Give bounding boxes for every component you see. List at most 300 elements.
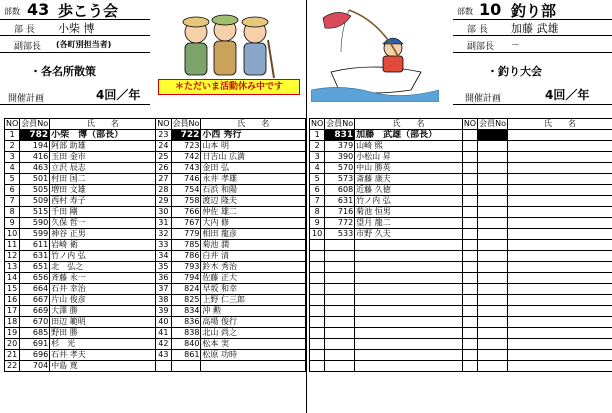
- member-no: [462, 240, 477, 251]
- member-no: 2: [310, 141, 325, 152]
- member-name: 鈴木 秀治: [201, 262, 306, 273]
- member-no: [462, 196, 477, 207]
- member-name: [355, 306, 463, 317]
- member-name: 斎藤 康夫: [355, 174, 463, 185]
- member-id: 831: [325, 130, 355, 141]
- table-row: [5, 141, 306, 152]
- member-id: [478, 229, 508, 240]
- member-no: [310, 317, 325, 328]
- member-name: [507, 141, 612, 152]
- member-id: 716: [325, 207, 355, 218]
- member-name: 斉藤 永一: [50, 273, 156, 284]
- member-id: 608: [325, 185, 355, 196]
- member-name: [507, 152, 612, 163]
- member-name: 高場 俊行: [201, 317, 306, 328]
- table-row: [5, 350, 306, 361]
- member-name: 阿部 助雄: [50, 141, 156, 152]
- member-id: 379: [325, 141, 355, 152]
- member-name: 野田 勝: [50, 328, 156, 339]
- table-row: [310, 350, 612, 361]
- member-no: [462, 328, 477, 339]
- divider: [0, 104, 150, 105]
- member-id: [478, 251, 508, 262]
- divider: [453, 104, 612, 105]
- member-id: 779: [171, 229, 201, 240]
- member-id: 573: [325, 174, 355, 185]
- member-no: 13: [5, 262, 20, 273]
- table-row: [5, 328, 306, 339]
- member-id: [478, 284, 508, 295]
- member-name: 田辺 範明: [50, 317, 156, 328]
- member-id: 533: [325, 229, 355, 240]
- member-no: [310, 361, 325, 372]
- member-id: 746: [171, 174, 201, 185]
- member-id: [478, 130, 508, 141]
- member-no: 40: [156, 317, 171, 328]
- member-no: [462, 163, 477, 174]
- member-id: 836: [171, 317, 201, 328]
- member-name: [355, 295, 463, 306]
- member-name: [355, 262, 463, 273]
- member-id: 742: [171, 152, 201, 163]
- plan-value: 4回／年: [545, 88, 590, 102]
- member-id: [325, 295, 355, 306]
- member-id: 667: [20, 295, 50, 306]
- fishing-club-panel: [306, 0, 612, 413]
- member-id: [478, 361, 508, 372]
- member-name: 神谷 正男: [50, 229, 156, 240]
- member-name: [355, 328, 463, 339]
- table-row: [5, 295, 306, 306]
- member-no: 39: [156, 306, 171, 317]
- member-name: [507, 317, 612, 328]
- member-id: [478, 218, 508, 229]
- table-row: [5, 218, 306, 229]
- member-no: [462, 130, 477, 141]
- member-id: [478, 141, 508, 152]
- member-no: [156, 361, 171, 372]
- member-no: [462, 361, 477, 372]
- member-name: [507, 207, 612, 218]
- member-no: 11: [5, 240, 20, 251]
- member-id: 691: [20, 339, 50, 350]
- table-row: [5, 361, 306, 372]
- col-header-id: 会員No: [172, 119, 200, 128]
- table-row: [5, 185, 306, 196]
- member-name: [507, 240, 612, 251]
- member-id: [478, 306, 508, 317]
- member-id: [325, 240, 355, 251]
- deputy-label: 副部長: [467, 42, 495, 52]
- member-no: [310, 273, 325, 284]
- member-id: 793: [171, 262, 201, 273]
- member-name: [507, 251, 612, 262]
- member-no: 41: [156, 328, 171, 339]
- member-no: 4: [310, 163, 325, 174]
- activity: ・釣り大会: [487, 65, 542, 78]
- member-name: 村田 国二: [50, 174, 156, 185]
- member-name: [507, 361, 612, 372]
- member-no: [462, 251, 477, 262]
- member-name: 増田 文雄: [50, 185, 156, 196]
- col-header-id: 会員No: [326, 119, 354, 128]
- member-id: 704: [20, 361, 50, 372]
- member-id: 758: [171, 196, 201, 207]
- table-row: [310, 284, 612, 295]
- member-name: 石井 幸治: [50, 284, 156, 295]
- member-id: 861: [171, 350, 201, 361]
- activity-notice: ＊ただいま活動休み中です: [158, 79, 300, 95]
- member-id: [478, 174, 508, 185]
- member-id: [325, 361, 355, 372]
- member-id: [478, 196, 508, 207]
- member-no: 31: [156, 218, 171, 229]
- table-row: [5, 163, 306, 174]
- member-name: 早坂 和幸: [201, 284, 306, 295]
- member-id: [325, 251, 355, 262]
- member-name: 西村 寿子: [50, 196, 156, 207]
- member-name: 佐藤 正大: [201, 273, 306, 284]
- table-row: [5, 240, 306, 251]
- table-row: [5, 306, 306, 317]
- member-name: 市野 久夫: [355, 229, 463, 240]
- member-id: 696: [20, 350, 50, 361]
- member-no: 42: [156, 339, 171, 350]
- col-header-name: 氏 名: [507, 119, 612, 130]
- member-name: 杉 光: [50, 339, 156, 350]
- member-id: [478, 295, 508, 306]
- table-row: [310, 196, 612, 207]
- member-id: [478, 339, 508, 350]
- member-no: 30: [156, 207, 171, 218]
- leader-label: 部 長: [467, 25, 488, 35]
- member-id: [478, 185, 508, 196]
- table-row: [310, 240, 612, 251]
- member-id: 782: [20, 130, 50, 141]
- col-header-id: 会員No: [479, 119, 506, 128]
- member-name: 石浜 和陽: [201, 185, 306, 196]
- member-id: 656: [20, 273, 50, 284]
- table-row: [310, 218, 612, 229]
- member-id: 599: [20, 229, 50, 240]
- col-header-no: NO: [311, 119, 324, 128]
- member-name: 沖 勲: [201, 306, 306, 317]
- member-no: [310, 295, 325, 306]
- deputy-name: －: [511, 41, 521, 51]
- member-id: 631: [20, 251, 50, 262]
- member-no: 21: [5, 350, 20, 361]
- member-no: 28: [156, 185, 171, 196]
- member-id: [325, 328, 355, 339]
- member-id: 416: [20, 152, 50, 163]
- member-name: [507, 130, 612, 141]
- member-no: [310, 262, 325, 273]
- member-name: 日吉山 広満: [201, 152, 306, 163]
- divider: [0, 52, 150, 53]
- member-name: [355, 350, 463, 361]
- table-row: [5, 262, 306, 273]
- member-name: [507, 218, 612, 229]
- divider: [0, 35, 150, 36]
- member-table-right: [309, 118, 612, 372]
- member-no: 17: [5, 306, 20, 317]
- table-row: [310, 130, 612, 141]
- member-no: 27: [156, 174, 171, 185]
- member-id: [325, 317, 355, 328]
- member-name: 石井 孝夫: [50, 350, 156, 361]
- walkers-illustration: [168, 10, 282, 82]
- member-id: [478, 262, 508, 273]
- member-name: 松原 功時: [201, 350, 306, 361]
- member-no: 20: [5, 339, 20, 350]
- member-no: [462, 273, 477, 284]
- table-row: [310, 295, 612, 306]
- table-row: [5, 273, 306, 284]
- member-id: [325, 350, 355, 361]
- member-no: [310, 251, 325, 262]
- member-no: [310, 350, 325, 361]
- member-no: 12: [5, 251, 20, 262]
- member-id: 509: [20, 196, 50, 207]
- member-name: 近藤 久徳: [355, 185, 463, 196]
- member-no: 37: [156, 284, 171, 295]
- member-no: [310, 339, 325, 350]
- member-name: 山崎 熙: [355, 141, 463, 152]
- member-no: 14: [5, 273, 20, 284]
- member-no: 33: [156, 240, 171, 251]
- member-name: 菊池 潤: [201, 240, 306, 251]
- member-no: [462, 284, 477, 295]
- member-name: [355, 251, 463, 262]
- member-id: 651: [20, 262, 50, 273]
- member-no: 25: [156, 152, 171, 163]
- member-id: 390: [325, 152, 355, 163]
- member-id: [325, 273, 355, 284]
- member-no: 35: [156, 262, 171, 273]
- club-number-label: 部数: [4, 7, 20, 16]
- member-no: 6: [310, 185, 325, 196]
- member-id: [478, 317, 508, 328]
- member-no: [462, 229, 477, 240]
- member-no: [462, 295, 477, 306]
- table-row: [310, 229, 612, 240]
- member-id: [325, 262, 355, 273]
- activity: ・各名所散策: [30, 65, 96, 78]
- deputy-label: 副部長: [14, 42, 42, 52]
- member-no: 5: [310, 174, 325, 185]
- table-row: [5, 339, 306, 350]
- table-row: [310, 152, 612, 163]
- member-id: 767: [171, 218, 201, 229]
- member-no: [462, 339, 477, 350]
- member-id: [325, 339, 355, 350]
- table-row: [310, 328, 612, 339]
- member-name: 小松山 昇: [355, 152, 463, 163]
- member-name: [201, 361, 306, 372]
- table-row: [310, 185, 612, 196]
- col-header-no: NO: [157, 119, 170, 128]
- col-header-no: NO: [6, 119, 19, 128]
- member-name: 永井 孝雄: [201, 174, 306, 185]
- member-name: 山本 明: [201, 141, 306, 152]
- member-id: 570: [325, 163, 355, 174]
- member-name: [507, 262, 612, 273]
- member-no: 23: [156, 130, 171, 141]
- leader-name: 小柴 博: [58, 22, 95, 35]
- member-no: 6: [5, 185, 20, 196]
- member-no: 15: [5, 284, 20, 295]
- member-no: 9: [310, 218, 325, 229]
- member-id: 834: [171, 306, 201, 317]
- member-id: 786: [171, 251, 201, 262]
- member-id: 772: [325, 218, 355, 229]
- member-name: [355, 284, 463, 295]
- member-no: [462, 306, 477, 317]
- member-name: 久保 哲一: [50, 218, 156, 229]
- table-row: [5, 207, 306, 218]
- table-row: [310, 163, 612, 174]
- member-id: 685: [20, 328, 50, 339]
- member-id: 794: [171, 273, 201, 284]
- member-name: 大澤 勝: [50, 306, 156, 317]
- member-name: 白井 清: [201, 251, 306, 262]
- member-no: [462, 141, 477, 152]
- table-row: [5, 130, 306, 141]
- member-id: 766: [171, 207, 201, 218]
- table-row: [310, 306, 612, 317]
- member-id: 664: [20, 284, 50, 295]
- member-id: 723: [171, 141, 201, 152]
- member-name: 北 弘之: [50, 262, 156, 273]
- col-header-id: 会員No: [21, 119, 49, 128]
- member-id: 463: [20, 163, 50, 174]
- member-no: 1: [5, 130, 20, 141]
- member-name: [507, 163, 612, 174]
- member-id: [478, 152, 508, 163]
- divider: [453, 35, 612, 36]
- member-id: [325, 306, 355, 317]
- member-no: [462, 185, 477, 196]
- member-no: [462, 350, 477, 361]
- member-no: 26: [156, 163, 171, 174]
- member-id: 515: [20, 207, 50, 218]
- member-name: 菊池 恒男: [355, 207, 463, 218]
- table-row: [310, 339, 612, 350]
- member-name: 竹ノ内 弘: [355, 196, 463, 207]
- table-row: [310, 251, 612, 262]
- plan-label: 開催計画: [465, 94, 502, 104]
- member-name: [355, 361, 463, 372]
- table-row: [5, 196, 306, 207]
- table-row: [310, 207, 612, 218]
- member-id: 505: [20, 185, 50, 196]
- member-no: 29: [156, 196, 171, 207]
- member-no: [310, 240, 325, 251]
- member-name: [507, 284, 612, 295]
- member-no: [462, 317, 477, 328]
- table-row: [5, 251, 306, 262]
- member-id: [478, 240, 508, 251]
- member-name: 岩崎 衛: [50, 240, 156, 251]
- table-row: [310, 262, 612, 273]
- member-no: 3: [310, 152, 325, 163]
- member-name: [507, 185, 612, 196]
- table-row: [5, 284, 306, 295]
- table-row: [310, 174, 612, 185]
- member-no: 3: [5, 152, 20, 163]
- table-row: [5, 317, 306, 328]
- member-no: 24: [156, 141, 171, 152]
- member-id: [478, 328, 508, 339]
- member-no: [462, 152, 477, 163]
- member-no: 8: [5, 207, 20, 218]
- member-name: 玉田 金市: [50, 152, 156, 163]
- member-id: 722: [171, 130, 201, 141]
- member-id: [478, 163, 508, 174]
- club-number-label: 部数: [457, 7, 473, 16]
- club-name: 歩こう会: [58, 2, 119, 20]
- table-row: [310, 317, 612, 328]
- leader-name: 加藤 武雄: [511, 22, 559, 35]
- member-no: 5: [5, 174, 20, 185]
- member-id: 838: [171, 328, 201, 339]
- member-id: 840: [171, 339, 201, 350]
- member-no: [310, 306, 325, 317]
- member-no: 34: [156, 251, 171, 262]
- member-no: 9: [5, 218, 20, 229]
- member-name: [507, 306, 612, 317]
- member-name: 相田 龍彦: [201, 229, 306, 240]
- member-name: 松本 実: [201, 339, 306, 350]
- member-id: 669: [20, 306, 50, 317]
- table-row: [310, 361, 612, 372]
- member-no: [462, 218, 477, 229]
- member-no: 4: [5, 163, 20, 174]
- col-header-name: 氏 名: [50, 119, 156, 130]
- member-id: 785: [171, 240, 201, 251]
- member-id: [478, 273, 508, 284]
- member-name: 立沢 辰志: [50, 163, 156, 174]
- table-row: [5, 152, 306, 163]
- member-name: 仲佐 雄二: [201, 207, 306, 218]
- member-id: 194: [20, 141, 50, 152]
- member-no: 38: [156, 295, 171, 306]
- col-header-name: 氏 名: [201, 119, 306, 130]
- member-no: 22: [5, 361, 20, 372]
- member-name: [355, 317, 463, 328]
- club-name: 釣り部: [511, 2, 557, 20]
- member-id: 501: [20, 174, 50, 185]
- member-no: [462, 207, 477, 218]
- member-id: [478, 350, 508, 361]
- member-name: 片山 俊彦: [50, 295, 156, 306]
- member-name: [507, 339, 612, 350]
- member-id: [478, 207, 508, 218]
- table-row: [5, 174, 306, 185]
- member-name: [507, 295, 612, 306]
- member-name: 加藤 武雄（部長）: [355, 130, 463, 141]
- member-no: 36: [156, 273, 171, 284]
- table-row: [5, 229, 306, 240]
- member-name: 千田 剛: [50, 207, 156, 218]
- deputy-name: (各町別担当者): [56, 40, 112, 49]
- member-no: 10: [5, 229, 20, 240]
- member-id: 754: [171, 185, 201, 196]
- leader-label: 部 長: [14, 25, 35, 35]
- member-name: 小西 秀行: [201, 130, 306, 141]
- col-header-name: 氏 名: [355, 119, 463, 130]
- table-row: [310, 273, 612, 284]
